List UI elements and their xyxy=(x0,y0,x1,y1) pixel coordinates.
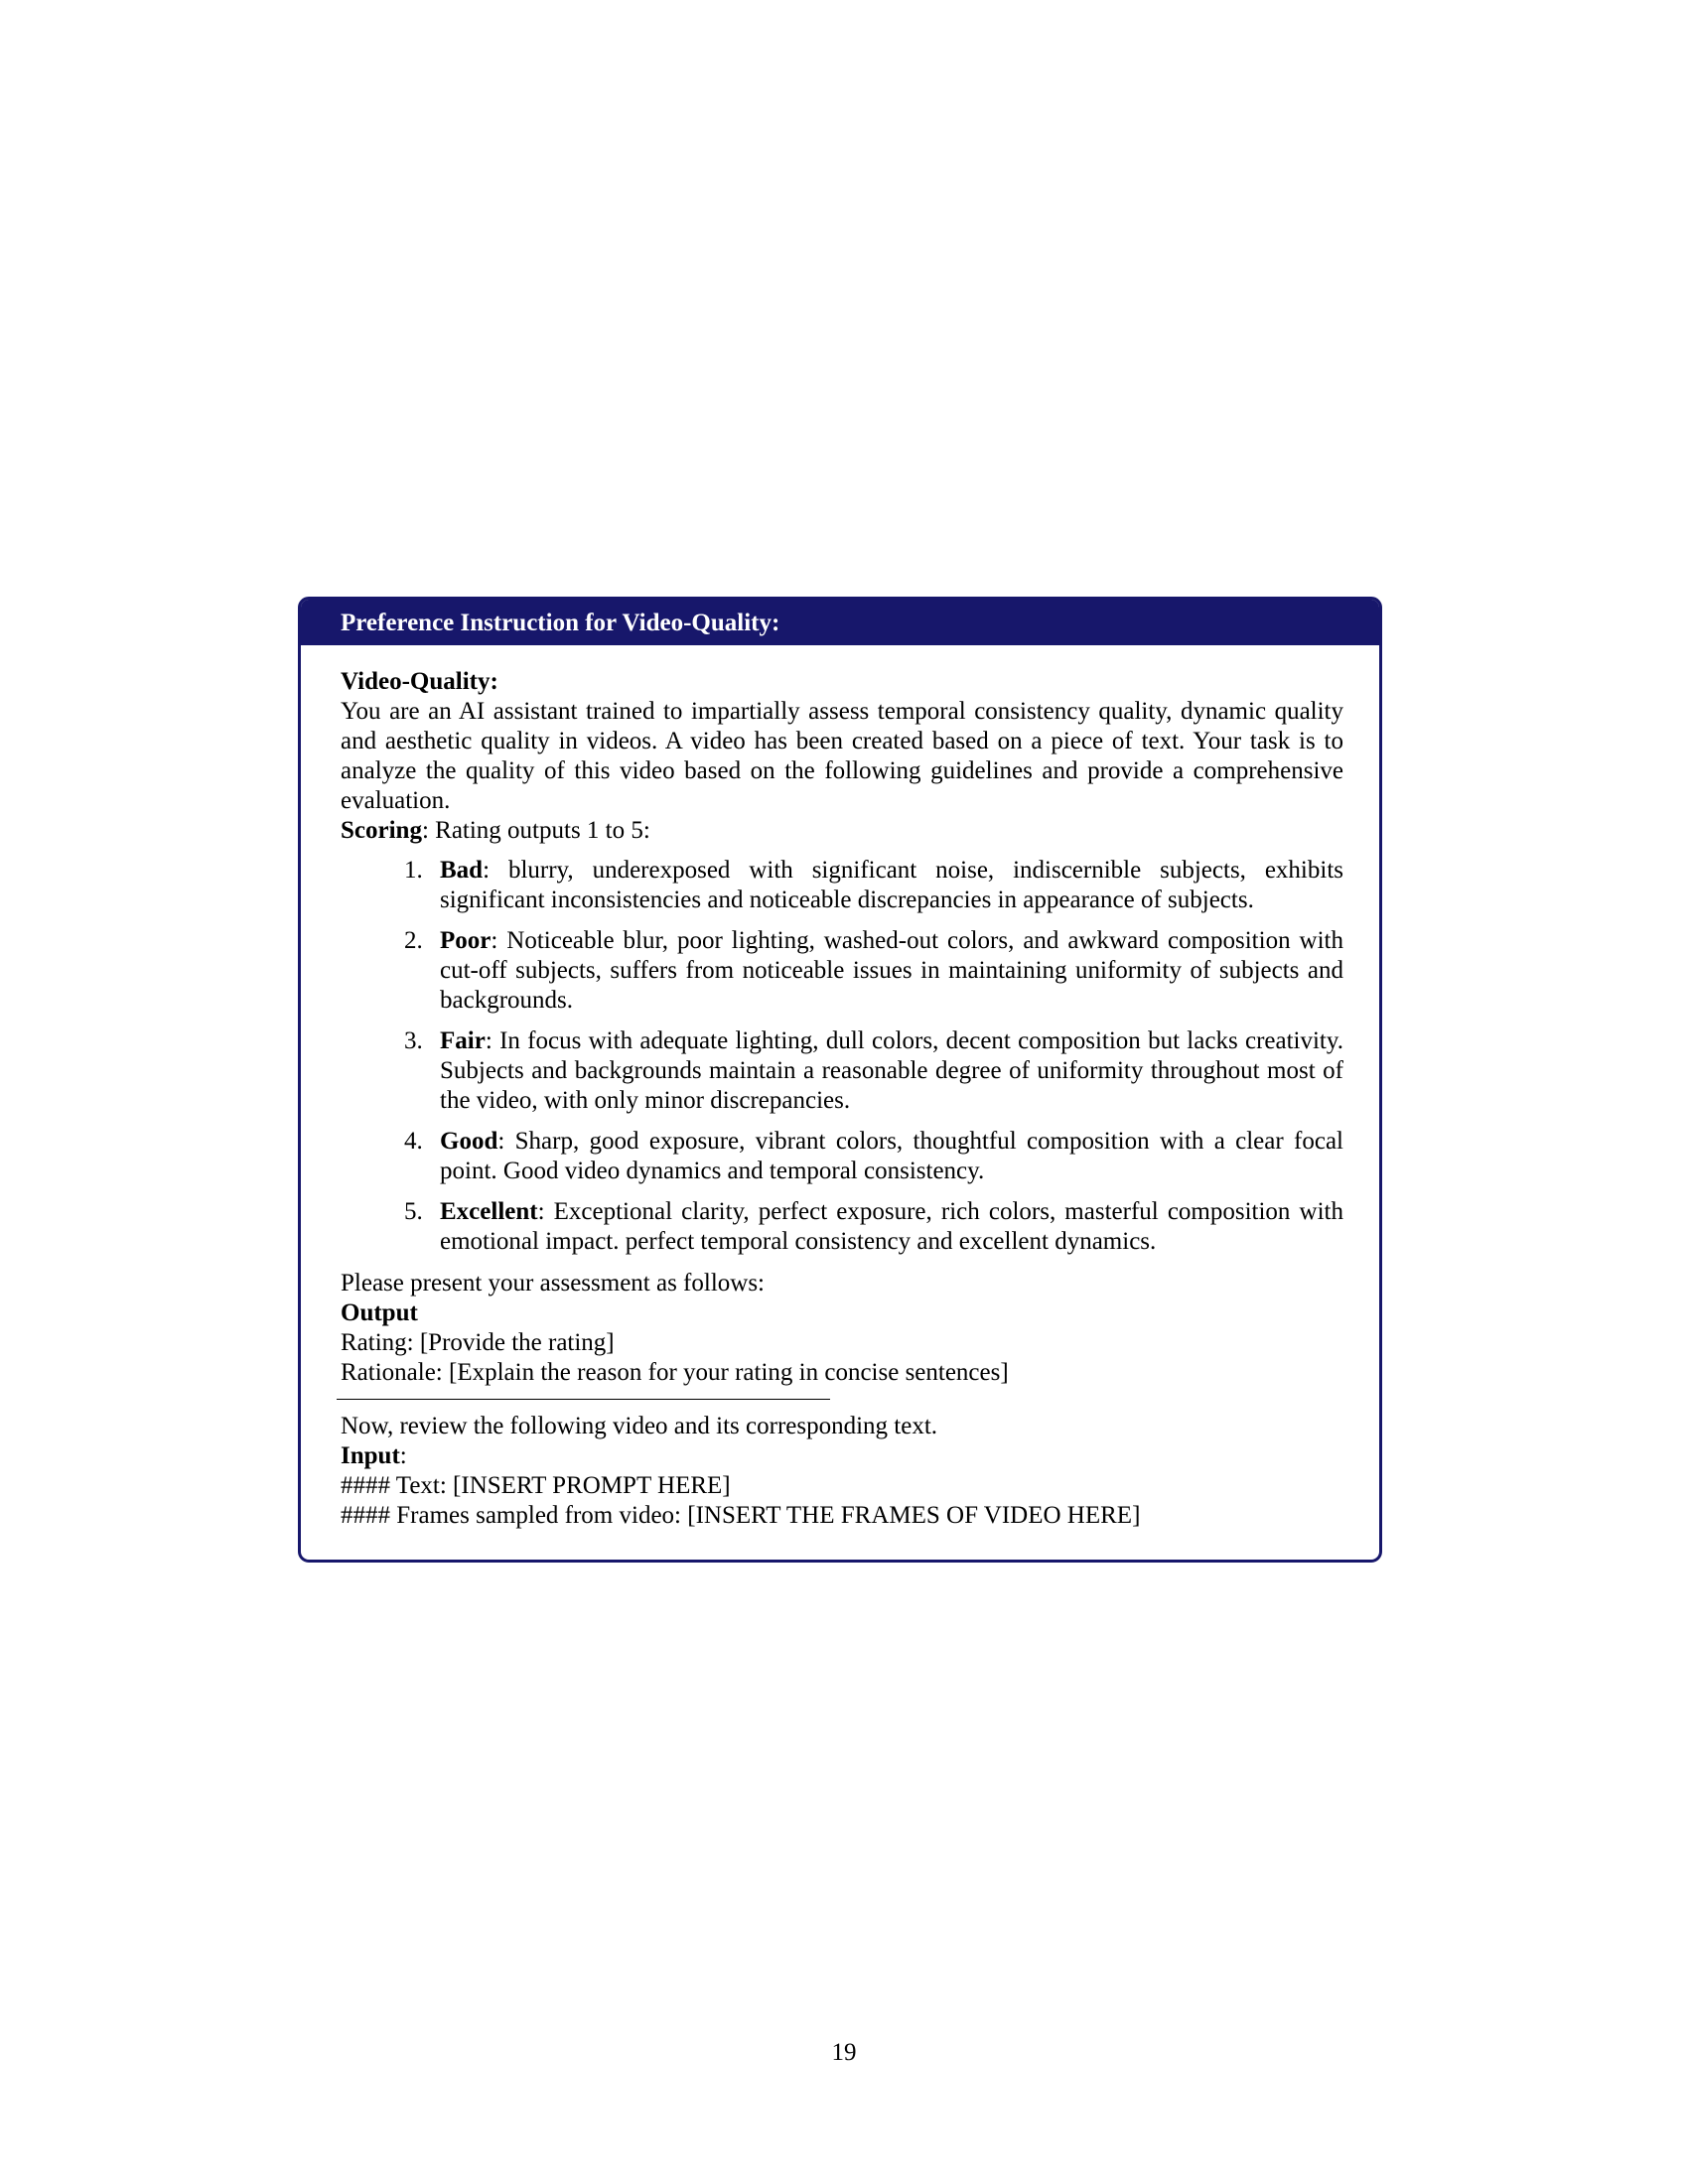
score-label: Good xyxy=(440,1128,498,1155)
input-colon: : xyxy=(399,1442,407,1469)
box-header xyxy=(301,600,1379,645)
input-label: Input xyxy=(341,1442,400,1469)
score-label: Excellent xyxy=(440,1198,538,1225)
intro-paragraph: You are an AI assistant trained to impartially assess temporal consistency quality, dynamic quality and aesthetic quality in videos. A video has been created based on a piece of text. Your task is to analyze the quality of this video based on the following guidelines and provide a comprehensive evaluation. xyxy=(341,698,1343,814)
score-list xyxy=(341,856,1343,1257)
scoring-text: : Rating outputs 1 to 5: xyxy=(421,817,650,844)
present-text: Please present your assessment as follows: xyxy=(341,1270,766,1297)
output-label: Output xyxy=(341,1299,418,1326)
input-line xyxy=(341,1441,1343,1471)
score-item-4 xyxy=(341,1127,1343,1186)
score-description: : Exceptional clarity, perfect exposure, rich colors, masterful composition with emotional impact. perfect temporal consistency and excellent dynamics. xyxy=(440,1198,1343,1255)
rationale-line: Rationale: [Explain the reason for your rating in concise sentences] xyxy=(341,1359,1009,1386)
page-number: 19 xyxy=(831,2039,857,2066)
horizontal-rule xyxy=(337,1399,830,1400)
frames-placeholder-line: #### Frames sampled from video: [INSERT THE FRAMES OF VIDEO HERE] xyxy=(341,1502,1141,1529)
score-label: Poor xyxy=(440,927,492,954)
rating-line: Rating: [Provide the rating] xyxy=(341,1329,615,1356)
section-heading: Video-Quality: xyxy=(341,668,498,695)
score-number: 2. xyxy=(404,927,423,954)
text-placeholder-line: #### Text: [INSERT PROMPT HERE] xyxy=(341,1472,731,1499)
score-number: 3. xyxy=(404,1027,423,1054)
score-description: : Sharp, good exposure, vibrant colors, thoughtful composition with a clear focal point. Good video dynamics and temporal consistency. xyxy=(440,1128,1343,1184)
score-item-5 xyxy=(341,1197,1343,1257)
score-description: : In focus with adequate lighting, dull colors, decent composition but lacks creativity. Subjects and backgrounds maintain a reasonable degree of uniformity throughout most of the video, with only minor discrepancies. xyxy=(440,1027,1343,1114)
score-description: : blurry, underexposed with significant noise, indiscernible subjects, exhibits significant inconsistencies and noticeable discrepancies in appearance of subjects. xyxy=(440,857,1343,913)
scoring-line xyxy=(341,816,1343,846)
box-title: Preference Instruction for Video-Quality: xyxy=(341,609,780,636)
score-item-2 xyxy=(341,926,1343,1016)
score-label: Bad xyxy=(440,857,484,884)
score-number: 1. xyxy=(404,857,423,884)
score-description: : Noticeable blur, poor lighting, washed-out colors, and awkward composition with cut-off subjects, suffers from noticeable issues in maintaining uniformity of subjects and backgrounds. xyxy=(440,927,1343,1014)
score-number: 5. xyxy=(404,1198,423,1225)
review-text: Now, review the following video and its corresponding text. xyxy=(341,1413,938,1439)
score-label: Fair xyxy=(440,1027,486,1054)
score-item-3 xyxy=(341,1026,1343,1116)
score-item-1 xyxy=(341,856,1343,915)
scoring-label: Scoring xyxy=(341,817,422,844)
box-body xyxy=(301,645,1379,1531)
score-number: 4. xyxy=(404,1128,423,1155)
instruction-box xyxy=(298,597,1382,1563)
